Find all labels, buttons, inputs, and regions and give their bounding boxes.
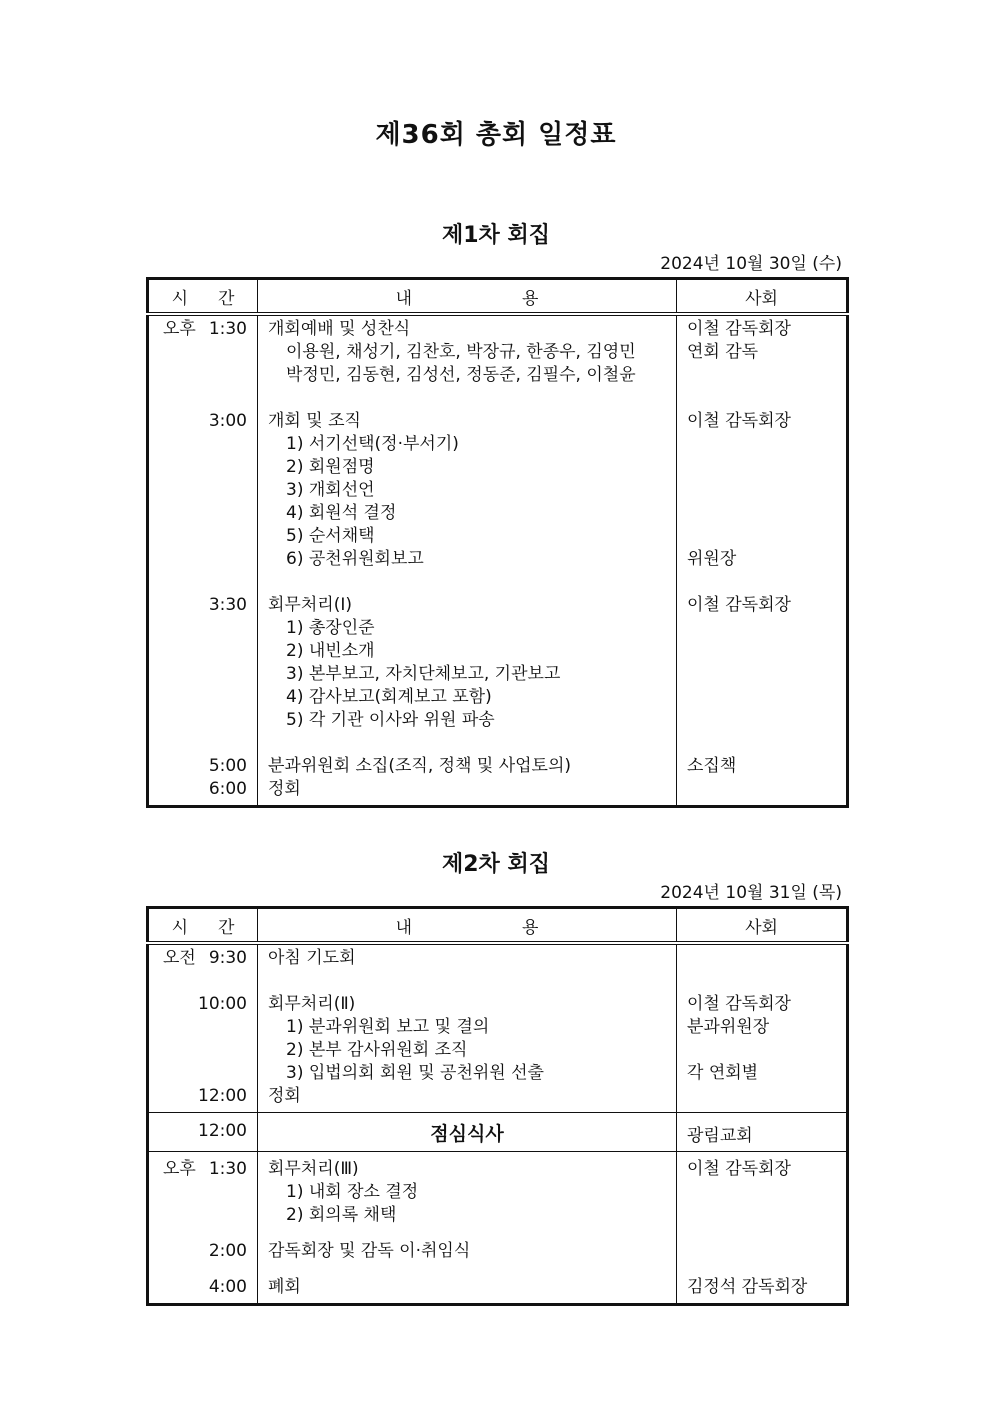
table-row — [148, 314, 848, 807]
table-row-lunch — [148, 1113, 848, 1152]
header-time: 시 간 — [148, 908, 258, 944]
lunch-label: 점심식사 — [258, 1113, 677, 1152]
header-content: 내 용 — [258, 279, 677, 315]
session2-table — [146, 906, 849, 1306]
session2-date: 2024년 10월 31일 (목) — [660, 883, 842, 903]
header-content: 내 용 — [258, 908, 677, 944]
table-header — [148, 908, 848, 944]
time-cell: 12:00 — [148, 1113, 258, 1152]
page-title: 제36회 총회 일정표 — [375, 120, 617, 150]
session1-title: 제1차 회집 — [442, 223, 550, 248]
host-cell: 광림교회 — [677, 1113, 848, 1152]
header-host: 사회 — [677, 279, 848, 315]
host-cell: 이철 감독회장 연회 감독 이철 감독회장 위원장 이철 감독회장 소집책 — [677, 314, 848, 807]
session1-date: 2024년 10월 30일 (수) — [660, 254, 842, 274]
time-cell: 오후 1:30 3:00 3:30 5:00 6:00 — [163, 319, 247, 799]
host-cell: 이철 감독회장 분과위원장 각 연회별 — [677, 943, 848, 1113]
host-cell: 이철 감독회장 김정석 감독회장 — [677, 1152, 848, 1305]
session1-table — [146, 277, 849, 808]
table-row — [148, 1152, 848, 1305]
table-header — [148, 279, 848, 315]
header-host: 사회 — [677, 908, 848, 944]
content-cell: 회무처리(Ⅲ) 1) 내회 장소 결정 2) 회의록 채택 감독회장 및 감독 이·취임식 폐회 — [258, 1152, 677, 1305]
header-time: 시 간 — [148, 279, 258, 315]
time-cell: 오전 9:30 10:00 12:00 — [163, 948, 247, 1106]
time-cell: 오후 1:30 2:00 4:00 — [148, 1152, 258, 1305]
table-row — [148, 943, 848, 1113]
content-cell: 개회예배 및 성찬식 이용원, 채성기, 김찬호, 박장규, 한종우, 김영민 박정민, 김동현, 김성선, 정동준, 김필수, 이철윤 개회 및 조직 1) 서기선택(정·부서기) 2) 회원점명 3) 개회선언 4) 회원석 결정 5) 순서채택 6) 공천위원회보고 회무처리(Ⅰ) 1) 총장인준 2) 내빈소개 3) 본부보고, 자치단체보고, 기관보고 4) 감사보고(회계보고 포함) 5) 각 기관 이사와 위원 파송 분과위원회 소집(조직, 정책 및 사업토의) 정회 — [258, 314, 677, 807]
session2-title: 제2차 회집 — [442, 852, 550, 877]
content-cell: 아침 기도회 회무처리(Ⅱ) 1) 분과위원회 보고 및 결의 2) 본부 감사위원회 조직 3) 입법의회 회원 및 공천위원 선출 정회 — [258, 943, 677, 1113]
